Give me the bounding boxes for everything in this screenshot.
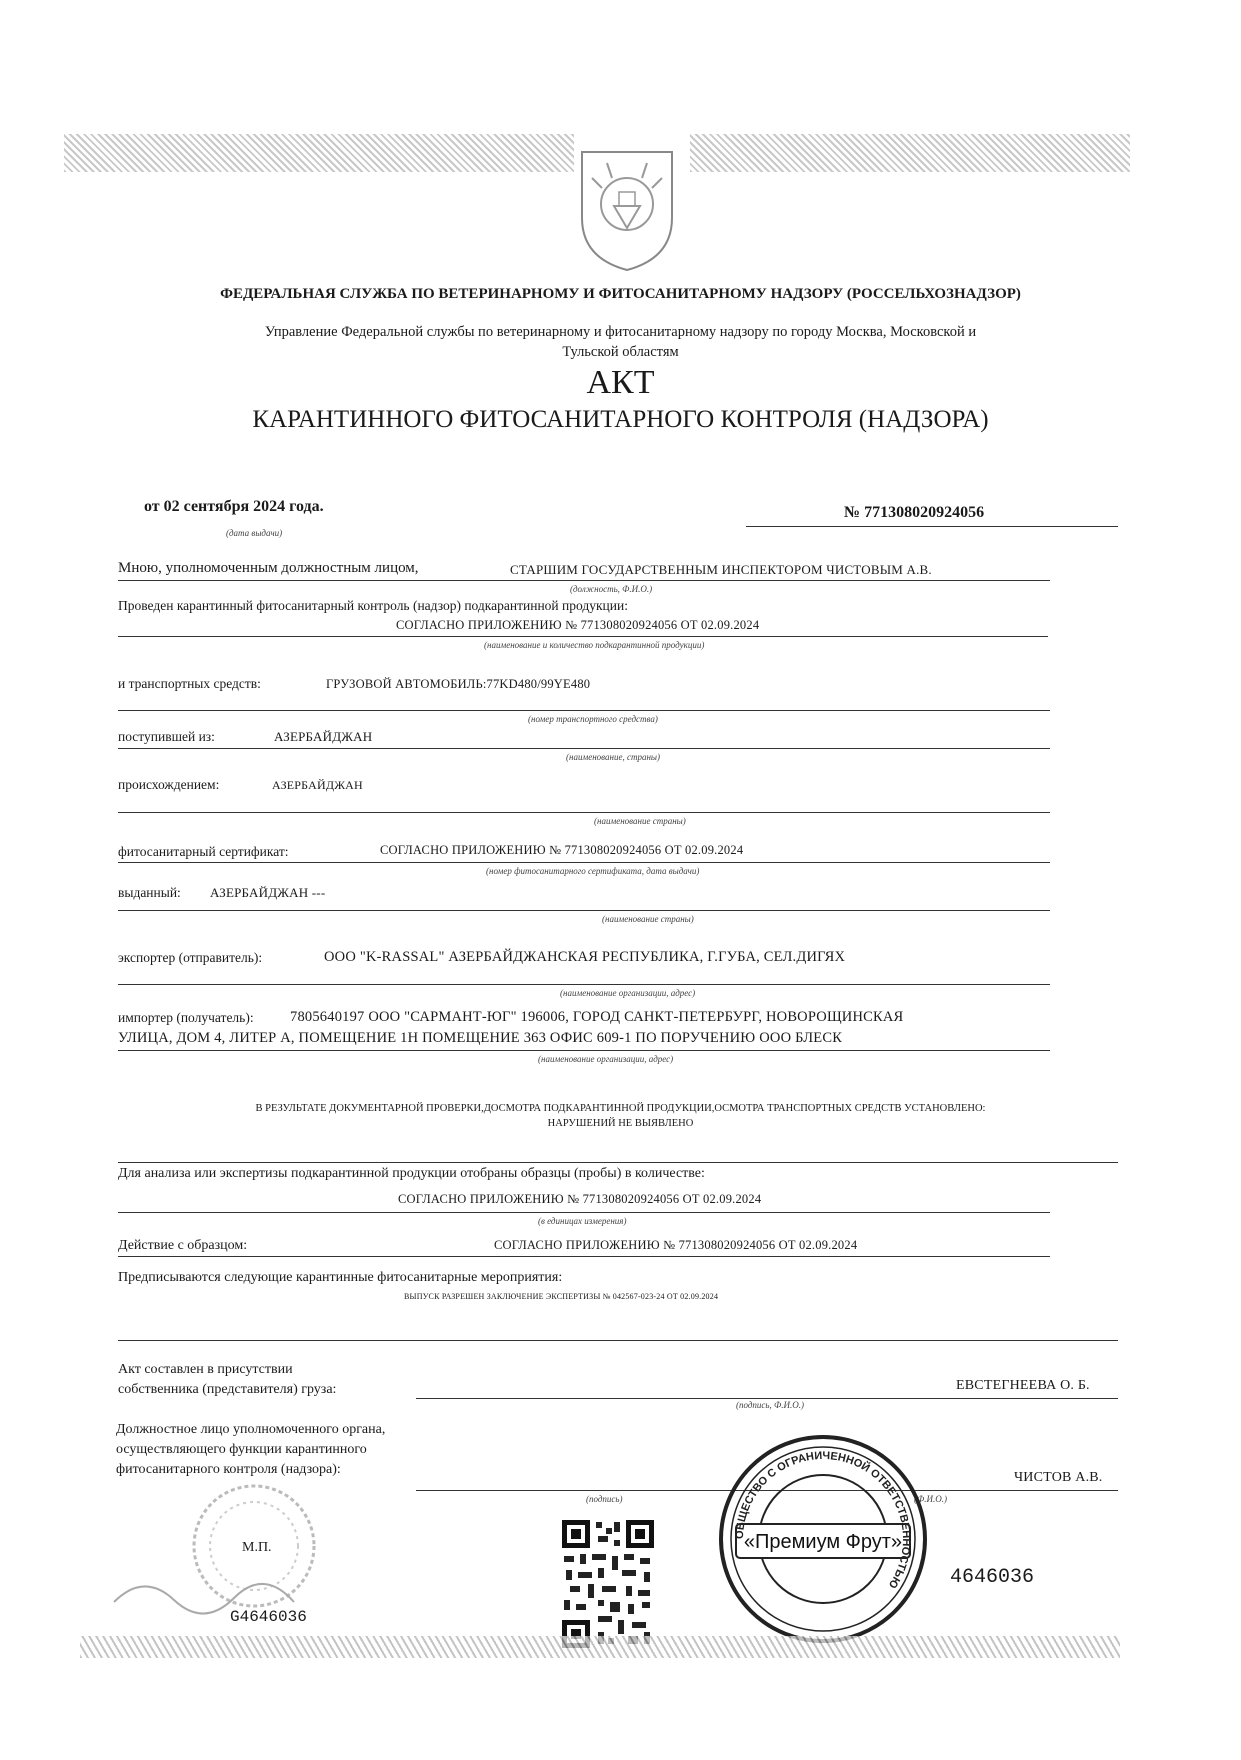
number-underline [746, 526, 1118, 527]
control-value: СОГЛАСНО ПРИЛОЖЕНИЮ № 771308020924056 ОТ 02.09.2024 [396, 618, 760, 632]
company-stamp [716, 1432, 930, 1646]
measures-underline [118, 1340, 1118, 1341]
department-line-2: Тульской областям [562, 344, 679, 360]
signature-caption: (подпись) [586, 1494, 623, 1504]
action-label: Действие с образцом: [118, 1238, 248, 1253]
importer-value-line-2: УЛИЦА, ДОМ 4, ЛИТЕР А, ПОМЕЩЕНИЕ 1Н ПОМЕЩЕНИЕ 363 ОФИС 609-1 ПО ПОРУЧЕНИЮ ООО БЛЕСК [118, 1030, 843, 1046]
certificate-label: фитосанитарный сертификат: [118, 844, 289, 859]
result-line-2: НАРУШЕНИЙ НЕ ВЫЯВЛЕНО [547, 1118, 694, 1129]
measures-value: ВЫПУСК РАЗРЕШЕН ЗАКЛЮЧЕНИЕ ЭКСПЕРТИЗЫ № 042567-023-24 ОТ 02.09.2024 [404, 1292, 719, 1301]
result-line-1: В РЕЗУЛЬТАТЕ ДОКУМЕНТАРНОЙ ПРОВЕРКИ,ДОСМОТРА ПОДКАРАНТИННОЙ ПРОДУКЦИИ,ОСМОТРА ТРАНСПОРТНЫХ СРЕДСТВ УСТАНОВЛЕНО: [255, 1103, 986, 1114]
importer-caption: (наименование организации, адрес) [538, 1054, 674, 1064]
control-caption: (наименование и количество подкарантинной продукции) [484, 640, 705, 650]
presence-label-line-2: собственника (представителя) груза: [118, 1382, 337, 1397]
security-band-right [690, 134, 1130, 172]
official-value: ЧИСТОВ А.В. [1014, 1470, 1103, 1485]
exporter-caption: (наименование организации, адрес) [560, 988, 696, 998]
security-band-left [64, 134, 574, 172]
document-title: АКТ [586, 364, 655, 401]
act-date: от 02 сентября 2024 года. [144, 498, 324, 515]
coat-of-arms-emblem [572, 148, 682, 274]
origin-value: АЗЕРБАЙДЖАН [272, 778, 363, 792]
origin-underline [118, 812, 1050, 813]
official-fio-caption: (Ф.И.О.) [914, 1494, 947, 1504]
origin-caption: (наименование страны) [594, 816, 686, 826]
department-line-1: Управление Федеральной службы по ветеринарному и фитосанитарному надзору по городу Москва, Московской и [264, 324, 977, 340]
date-caption: (дата выдачи) [226, 528, 283, 538]
presence-underline [416, 1398, 1118, 1399]
inspector-underline [118, 580, 1050, 581]
arrived-from-value: АЗЕРБАЙДЖАН [274, 729, 373, 744]
issued-value: АЗЕРБАЙДЖАН --- [210, 885, 326, 900]
importer-value-line-1: 7805640197 ООО "САРМАНТ-ЮГ" 196006, ГОРОД САНКТ-ПЕТЕРБУРГ, НОВОРОЩИНСКАЯ [290, 1009, 904, 1025]
agency-name: ФЕДЕРАЛЬНАЯ СЛУЖБА ПО ВЕТЕРИНАРНОМУ И ФИТОСАНИТАРНОМУ НАДЗОРУ (РОССЕЛЬХОЗНАДЗОР) [220, 286, 1021, 302]
importer-underline [118, 1050, 1050, 1051]
samples-value: СОГЛАСНО ПРИЛОЖЕНИЮ № 771308020924056 ОТ 02.09.2024 [398, 1192, 762, 1206]
inspector-value: СТАРШИМ ГОСУДАРСТВЕННЫМ ИНСПЕКТОРОМ ЧИСТОВЫМ А.В. [510, 562, 932, 577]
origin-label: происхождением: [118, 777, 220, 792]
exporter-label: экспортер (отправитель): [118, 950, 263, 965]
stamp-ring-text: ОБЩЕСТВО С ОГРАНИЧЕННОЙ ОТВЕТСТВЕННОСТЬЮ [733, 1449, 913, 1591]
transport-value: ГРУЗОВОЙ АВТОМОБИЛЬ:77KD480/99YE480 [326, 677, 591, 691]
stamp-number: 4646036 [950, 1566, 1035, 1589]
exporter-underline [118, 984, 1050, 985]
presence-value: ЕВСТЕГНЕЕВА О. Б. [956, 1378, 1090, 1393]
arrived-from-label: поступившей из: [118, 729, 215, 744]
certificate-value: СОГЛАСНО ПРИЛОЖЕНИЮ № 771308020924056 ОТ 02.09.2024 [380, 843, 744, 857]
samples-caption: (в единицах измерения) [538, 1216, 627, 1226]
arrived-from-underline [118, 748, 1050, 749]
certificate-caption: (номер фитосанитарного сертификата, дата выдачи) [486, 866, 700, 876]
measures-label: Предписываются следующие карантинные фитосанитарные мероприятия: [118, 1270, 563, 1285]
transport-label: и транспортных средств: [118, 676, 261, 691]
action-underline [118, 1256, 1050, 1257]
official-label-line-1: Должностное лицо уполномоченного органа, [116, 1422, 386, 1437]
mp-label: М.П. [242, 1540, 272, 1555]
control-label: Проведен карантинный фитосанитарный контроль (надзор) подкарантинной продукции: [118, 598, 628, 613]
action-value: СОГЛАСНО ПРИЛОЖЕНИЮ № 771308020924056 ОТ 02.09.2024 [494, 1238, 858, 1252]
bottom-security-band [80, 1636, 1120, 1658]
exporter-value: ООО "K-RASSAL" АЗЕРБАЙДЖАНСКАЯ РЕСПУБЛИКА, Г.ГУБА, СЕЛ.ДИГЯХ [324, 949, 846, 965]
result-underline [118, 1162, 1118, 1163]
presence-caption: (подпись, Ф.И.О.) [736, 1400, 805, 1410]
control-underline [118, 636, 1048, 637]
official-label-line-3: фитосанитарного контроля (надзора): [116, 1462, 341, 1477]
arrived-from-caption: (наименование, страны) [566, 752, 661, 762]
transport-caption: (номер транспортного средства) [528, 714, 658, 724]
certificate-underline [118, 862, 1050, 863]
inspector-label: Мною, уполномоченным должностным лицом, [118, 560, 419, 576]
serial-number: G4646036 [230, 1608, 307, 1626]
official-label-line-2: осуществляющего функции карантинного [116, 1442, 367, 1457]
inspector-caption: (должность, Ф.И.О.) [570, 584, 653, 594]
qr-code [562, 1520, 654, 1648]
transport-underline [118, 710, 1050, 711]
samples-label: Для анализа или экспертизы подкарантинной продукции отобраны образцы (пробы) в количестве: [118, 1166, 705, 1181]
presence-label-line-1: Акт составлен в присутствии [118, 1362, 293, 1377]
document-subtitle: КАРАНТИННОГО ФИТОСАНИТАРНОГО КОНТРОЛЯ (НАДЗОРА) [252, 406, 989, 433]
issued-underline [118, 910, 1050, 911]
issued-caption: (наименование страны) [602, 914, 694, 924]
stamp-center-text: «Премиум Фрут» [743, 1531, 903, 1553]
samples-underline [118, 1212, 1050, 1213]
issued-label: выданный: [118, 885, 181, 900]
act-number: № 771308020924056 [844, 504, 985, 521]
importer-label: импортер (получатель): [118, 1010, 254, 1025]
